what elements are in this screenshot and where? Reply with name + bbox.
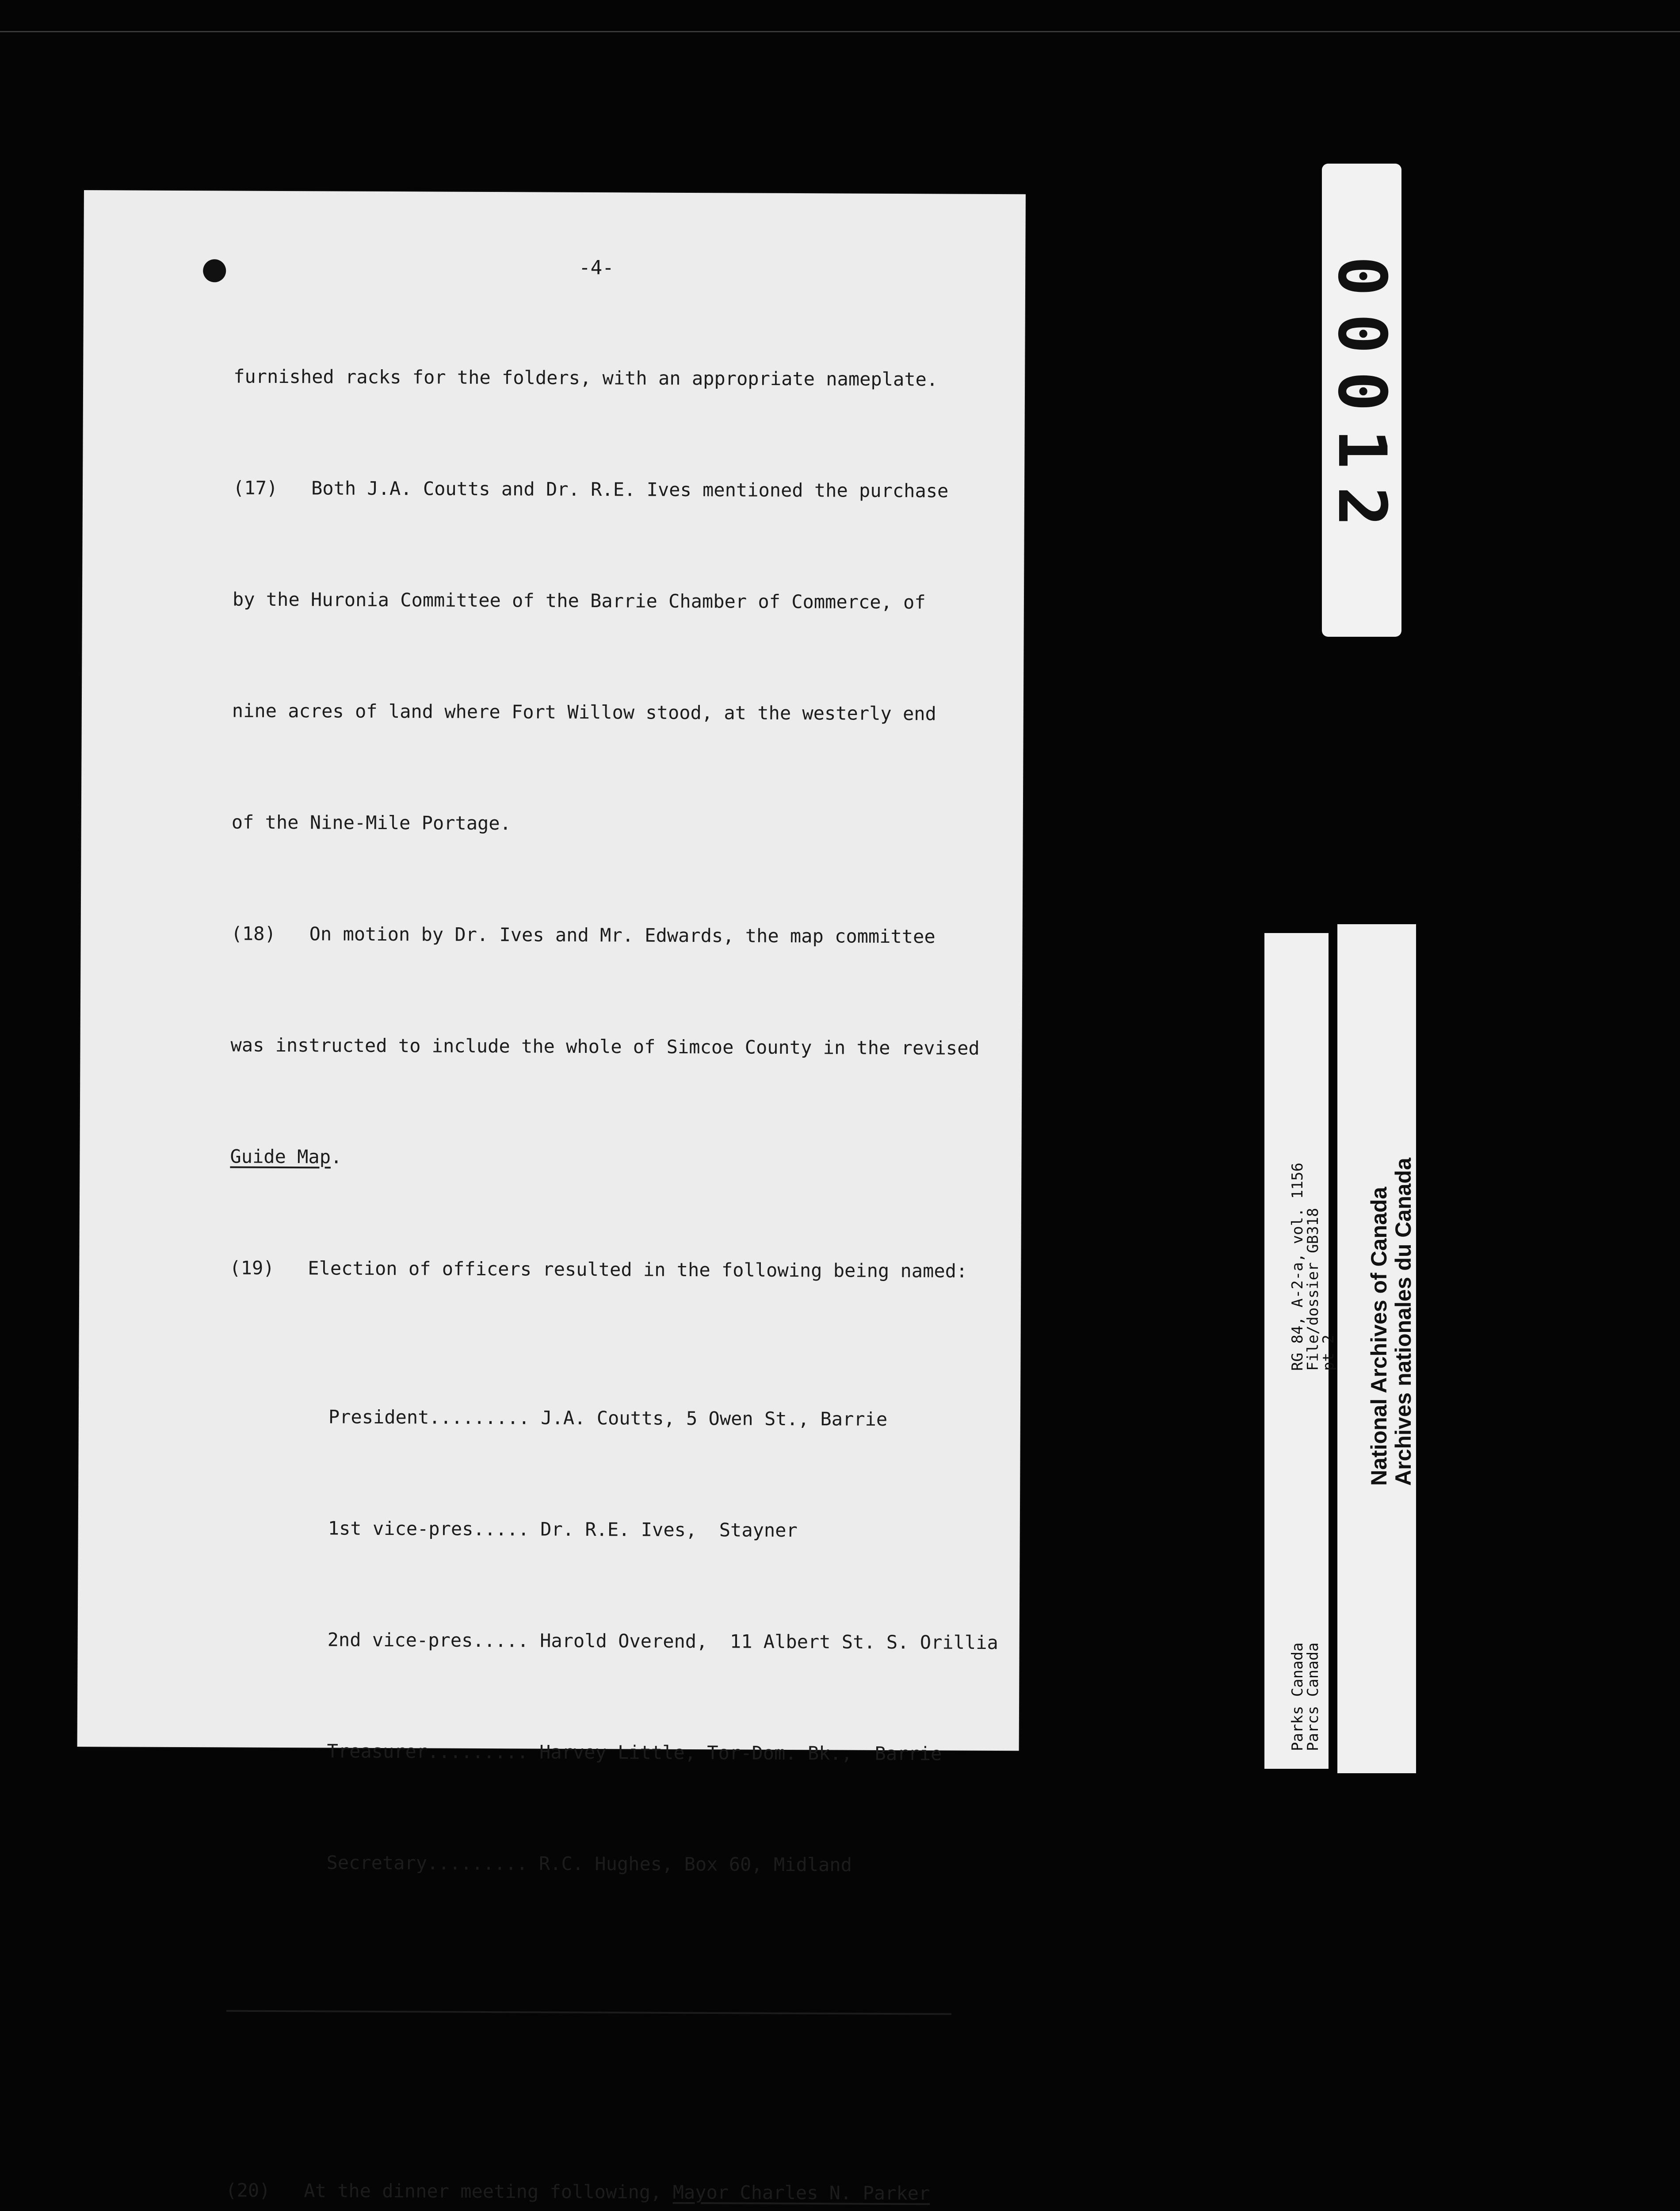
mayor-name-underlined: Mayor Charles N. Parker — [672, 2181, 930, 2204]
film-edge-line — [0, 31, 1680, 32]
reference-line: pt 2 — [1320, 1335, 1337, 1371]
text-line: Guide Map. — [230, 1145, 342, 1168]
text-line: was instructed to include the whole of Simcoe County in the revised — [230, 1034, 980, 1059]
reference-line: File/dossier GB318 — [1304, 1208, 1322, 1371]
officer-2nd-vice: 2nd vice-pres..... Harold Overend, 11 Albert St. S. Orillia — [327, 1629, 998, 1654]
agency-label-en: Parks Canada — [1289, 1642, 1306, 1751]
document-page — [77, 190, 1026, 2204]
reference-line: RG 84, A-2-a, vol. 1156 — [1289, 1163, 1306, 1371]
section-divider — [226, 2010, 951, 2015]
document-body — [217, 283, 1039, 2211]
officer-1st-vice: 1st vice-pres..... Dr. R.E. Ives, Stayner — [328, 1517, 798, 1542]
officer-treasurer: Treasurer......... Harvey Little, Tor-Dom. Bk., Barrie — [327, 1740, 942, 1765]
officer-president: President......... J.A. Coutts, 5 Owen St., Barrie — [328, 1406, 888, 1430]
archives-label-en: National Archives of Canada — [1367, 1186, 1391, 1486]
frame-number: 00012 — [1323, 256, 1400, 544]
text-line: (17) Both J.A. Coutts and Dr. R.E. Ives mentioned the purchase — [233, 477, 949, 502]
text-line: by the Huronia Committee of the Barrie Chamber of Commerce, of — [232, 588, 926, 613]
page-number: -4- — [579, 256, 614, 279]
officer-secretary: Secretary......... R.C. Hughes, Box 60, Midland — [326, 1851, 852, 1876]
agency-label-fr: Parcs Canada — [1304, 1642, 1322, 1751]
punch-hole — [203, 259, 226, 282]
text-line: (18) On motion by Dr. Ives and Mr. Edwards, the map committee — [231, 922, 935, 948]
frame-number-label — [1322, 164, 1401, 637]
election-line: (19) Election of officers resulted in the following being named: — [229, 1257, 968, 1282]
text-line: of the Nine-Mile Portage. — [231, 811, 512, 834]
guide-map-underlined: Guide Map — [230, 1145, 331, 1168]
archives-label-fr: Archives nationales du Canada — [1391, 1158, 1416, 1486]
text-line: nine acres of land where Fort Willow stood, at the westerly end — [232, 700, 936, 725]
text-line: (20) At the dinner meeting following, Mayor Charles N. Parker — [225, 2179, 930, 2204]
text-line: furnished racks for the folders, with an appropriate nameplate. — [233, 365, 938, 390]
